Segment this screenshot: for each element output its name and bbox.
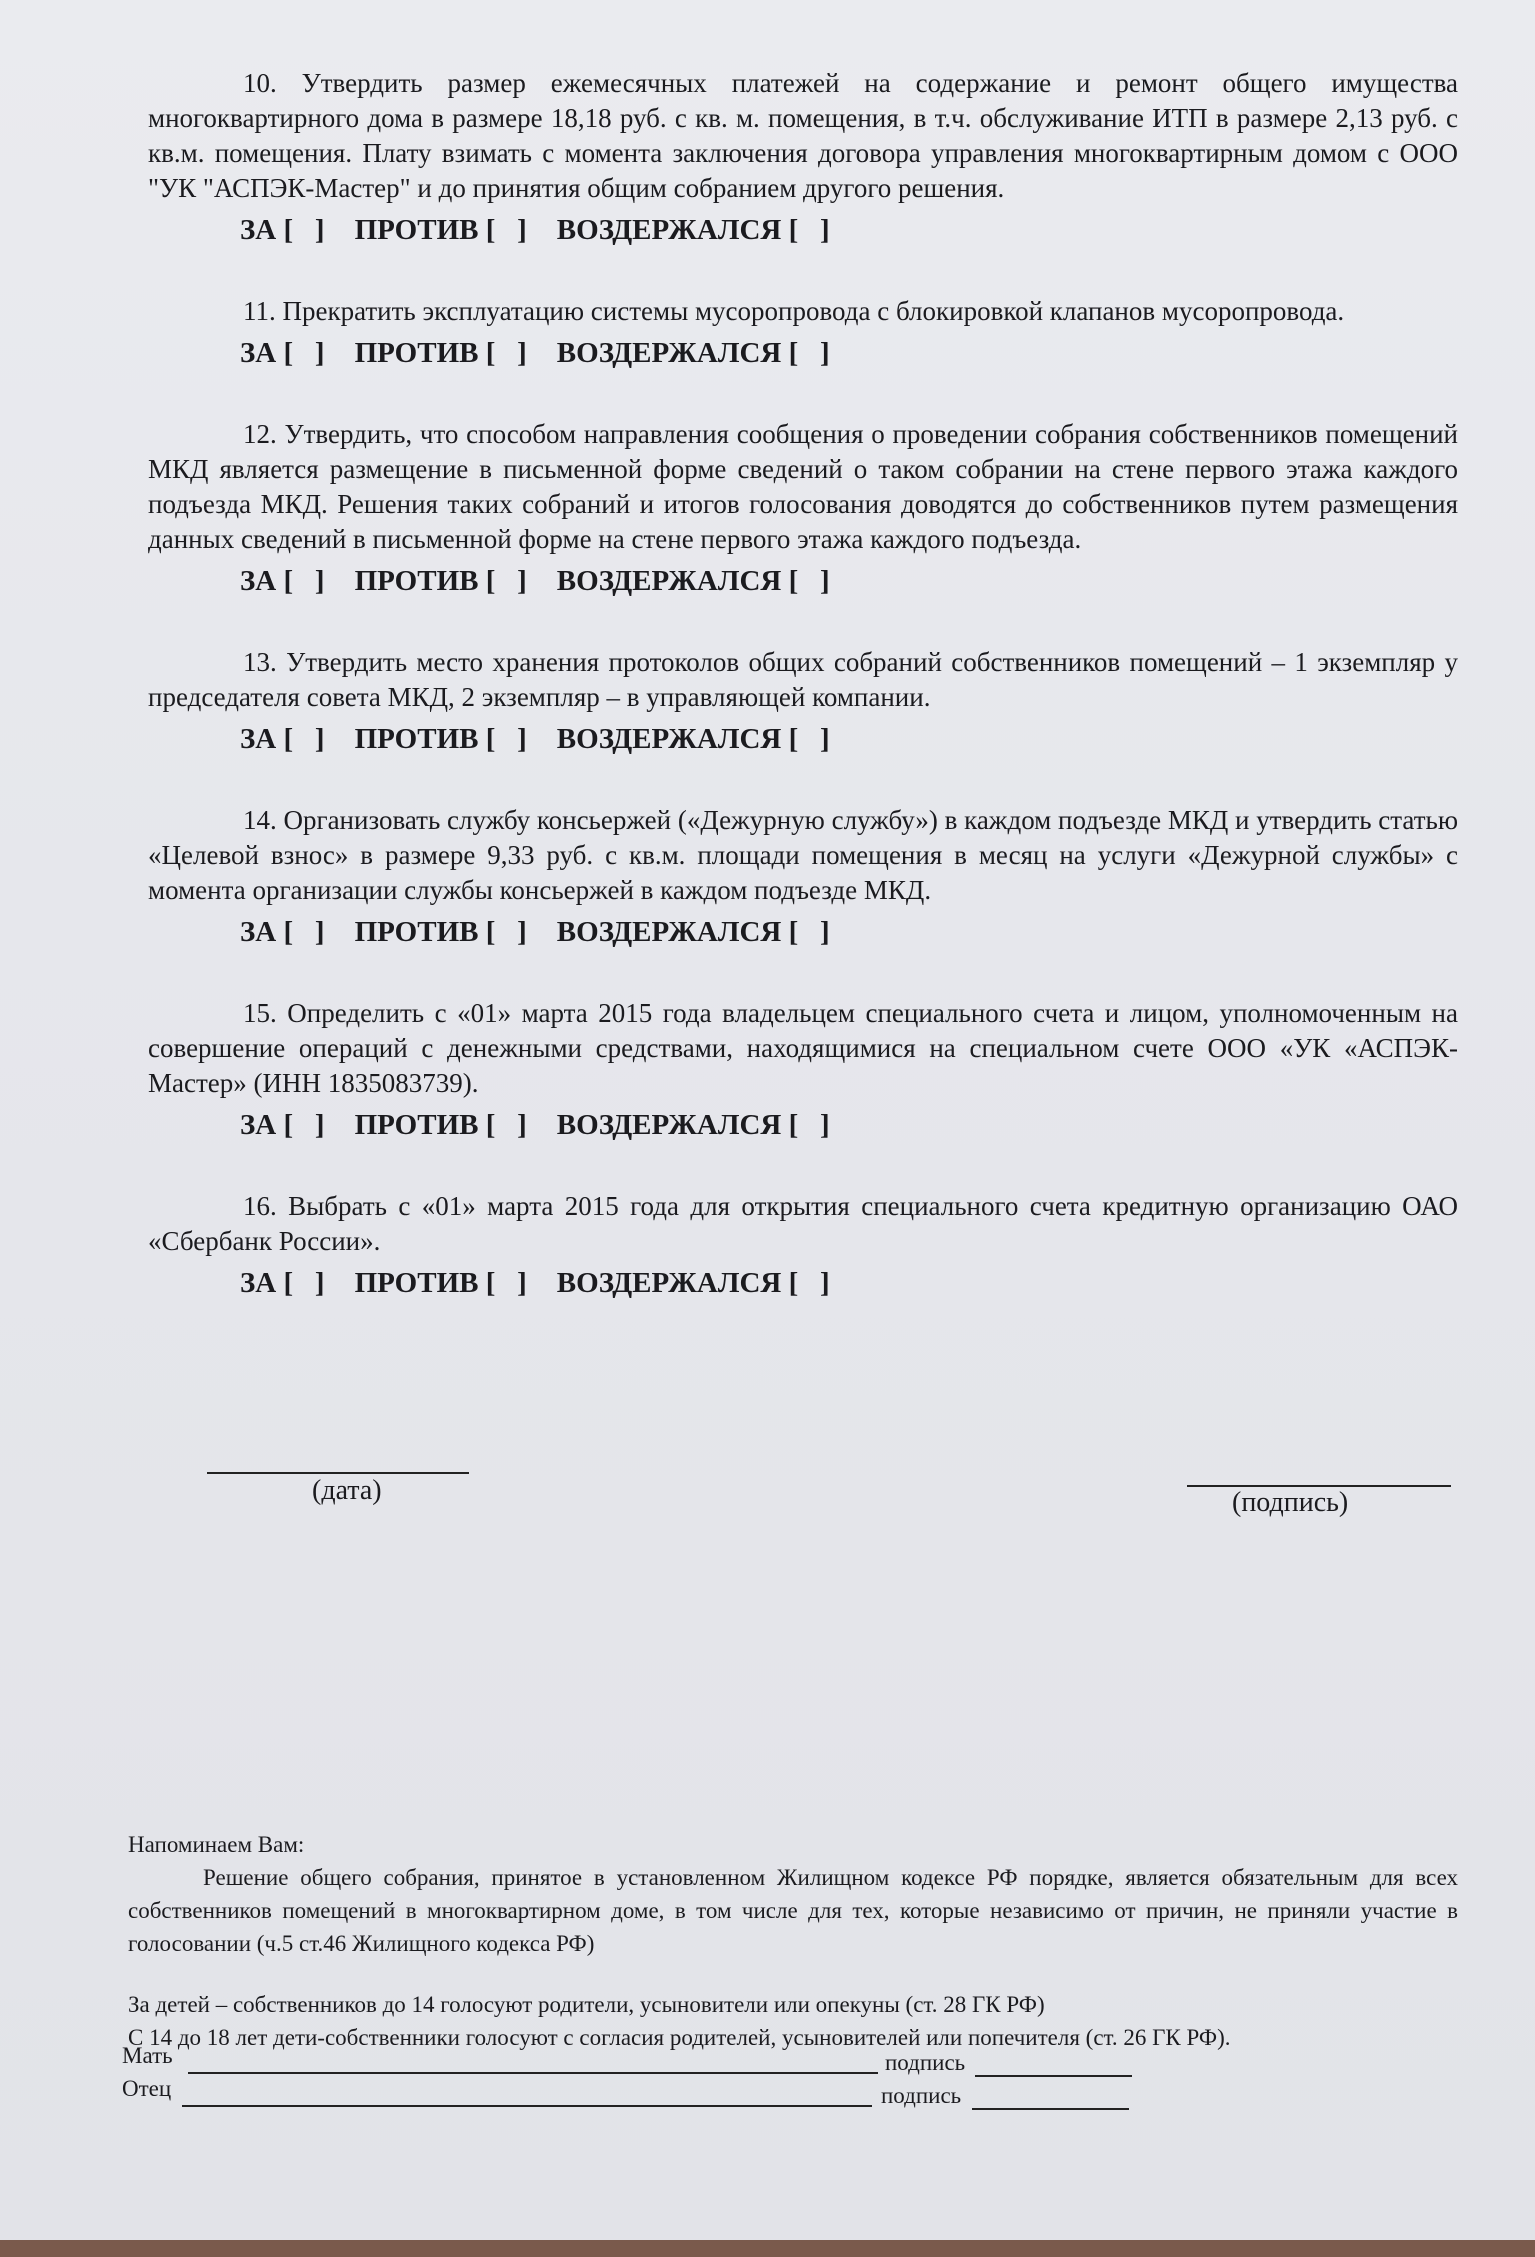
- date-caption: (дата): [312, 1475, 382, 1506]
- vote-abstain[interactable]: ВОЗДЕРЖАЛСЯ [ ]: [556, 337, 830, 369]
- resolution-text: 16. Выбрать с «01» марта 2015 года для открытия специального счета кредитную организацию ОАО «Сбербанк России».: [148, 1191, 1458, 1256]
- vote-options: [148, 561, 1458, 601]
- vote-for[interactable]: ЗА [ ]: [240, 1267, 325, 1299]
- vote-options: [148, 210, 1458, 250]
- resolution-text: 12. Утвердить, что способом направления сообщения о проведении собрания собственников помещений МКД является размещение в письменной форме сведений о таком собрании на стене первого этажа каждого подъезда МКД. Решения таких собраний и итогов голосования доводятся до собственников путем размещения данных сведений в письменной форме на стене первого этажа каждого подъезда.: [148, 419, 1458, 554]
- resolution-item-13: [148, 645, 1458, 759]
- date-line[interactable]: [207, 1472, 469, 1474]
- resolution-text: 11. Прекратить эксплуатацию системы мусоропровода с блокировкой клапанов мусоропровода.: [243, 296, 1345, 326]
- resolution-text: 14. Организовать службу консьержей («Дежурную службу») в каждом подъезде МКД и утвердить статью «Целевой взнос» в размере 9,33 руб. с кв.м. площади помещения в месяц на услуги «Дежурной службы» с момента организации службы консьержей в каждом подъезде МКД.: [148, 805, 1458, 905]
- vote-abstain[interactable]: ВОЗДЕРЖАЛСЯ [ ]: [556, 565, 830, 597]
- vote-options: [148, 1263, 1458, 1303]
- table-surface-edge: [0, 2240, 1535, 2257]
- vote-options: [148, 719, 1458, 759]
- mother-sign-line[interactable]: [975, 2075, 1132, 2077]
- mother-sign-label: подпись: [885, 2050, 966, 2075]
- vote-abstain[interactable]: ВОЗДЕРЖАЛСЯ [ ]: [556, 916, 830, 948]
- vote-options: [148, 333, 1458, 373]
- resolution-item-16: [148, 1189, 1458, 1303]
- vote-for[interactable]: ЗА [ ]: [240, 723, 325, 755]
- vote-against[interactable]: ПРОТИВ [ ]: [354, 1109, 527, 1141]
- vote-against[interactable]: ПРОТИВ [ ]: [354, 214, 527, 246]
- vote-against[interactable]: ПРОТИВ [ ]: [354, 1267, 527, 1299]
- vote-abstain[interactable]: ВОЗДЕРЖАЛСЯ [ ]: [556, 723, 830, 755]
- resolution-text: 10. Утвердить размер ежемесячных платежей на содержание и ремонт общего имущества многоквартирного дома в размере 18,18 руб. с кв. м. помещения, в т.ч. обслуживание ИТП в размере 2,13 руб. с кв.м. помещения. Плату взимать с момента заключения договора управления многоквартирным домом с ООО "УК "АСПЭК-Мастер" и до принятия общим собранием другого решения.: [148, 68, 1458, 203]
- father-sign-label: подпись: [881, 2083, 962, 2108]
- signature-caption: (подпись): [1232, 1487, 1349, 1518]
- resolution-item-10: [148, 66, 1458, 250]
- resolution-text: 13. Утвердить место хранения протоколов общих собраний собственников помещений – 1 экземпляр у председателя совета МКД, 2 экземпляр – в управляющей компании.: [148, 647, 1458, 712]
- vote-for[interactable]: ЗА [ ]: [240, 565, 325, 597]
- father-row: [122, 2076, 171, 2102]
- vote-for[interactable]: ЗА [ ]: [240, 916, 325, 948]
- resolution-text: 15. Определить с «01» марта 2015 года владельцем специального счета и лицом, уполномоченным на совершение операций с денежными средствами, находящимися на специальном счете ООО «УК «АСПЭК-Мастер» (ИНН 1835083739).: [148, 998, 1458, 1098]
- vote-against[interactable]: ПРОТИВ [ ]: [354, 337, 527, 369]
- mother-row: [122, 2043, 173, 2069]
- vote-abstain[interactable]: ВОЗДЕРЖАЛСЯ [ ]: [556, 214, 830, 246]
- resolution-item-14: [148, 803, 1458, 952]
- father-label: Отец: [122, 2076, 172, 2101]
- vote-for[interactable]: ЗА [ ]: [240, 337, 325, 369]
- vote-against[interactable]: ПРОТИВ [ ]: [354, 565, 527, 597]
- father-name-line[interactable]: [182, 2105, 872, 2107]
- resolution-item-12: [148, 417, 1458, 601]
- vote-for[interactable]: ЗА [ ]: [240, 214, 325, 246]
- resolution-item-11: [148, 294, 1458, 373]
- resolution-item-15: [148, 996, 1458, 1145]
- reminder-notice: [128, 1828, 1458, 2054]
- vote-for[interactable]: ЗА [ ]: [240, 1109, 325, 1141]
- vote-abstain[interactable]: ВОЗДЕРЖАЛСЯ [ ]: [556, 1267, 830, 1299]
- vote-against[interactable]: ПРОТИВ [ ]: [354, 916, 527, 948]
- vote-against[interactable]: ПРОТИВ [ ]: [354, 723, 527, 755]
- mother-name-line[interactable]: [188, 2072, 878, 2074]
- notice-body: Решение общего собрания, принятое в установленном Жилищном кодексе РФ порядке, является обязательным для всех собственников помещений в многоквартирном доме, в том числе для тех, которые независимо от причин, не приняли участие в голосовании (ч.5 ст.46 Жилищного кодекса РФ): [128, 1865, 1458, 1956]
- notice-children-under-14: За детей – собственников до 14 голосуют родители, усыновители или опекуны (ст. 28 ГК РФ): [128, 1992, 1045, 2017]
- vote-abstain[interactable]: ВОЗДЕРЖАЛСЯ [ ]: [556, 1109, 830, 1141]
- vote-options: [148, 1105, 1458, 1145]
- vote-options: [148, 912, 1458, 952]
- resolution-list: [148, 66, 1458, 1347]
- notice-children-14-18: С 14 до 18 лет дети-собственники голосуют с согласия родителей, усыновителей или попечителя (ст. 26 ГК РФ).: [128, 2025, 1231, 2050]
- notice-heading: Напоминаем Вам:: [128, 1832, 305, 1857]
- father-sign-line[interactable]: [972, 2108, 1129, 2110]
- mother-label: Мать: [122, 2043, 173, 2068]
